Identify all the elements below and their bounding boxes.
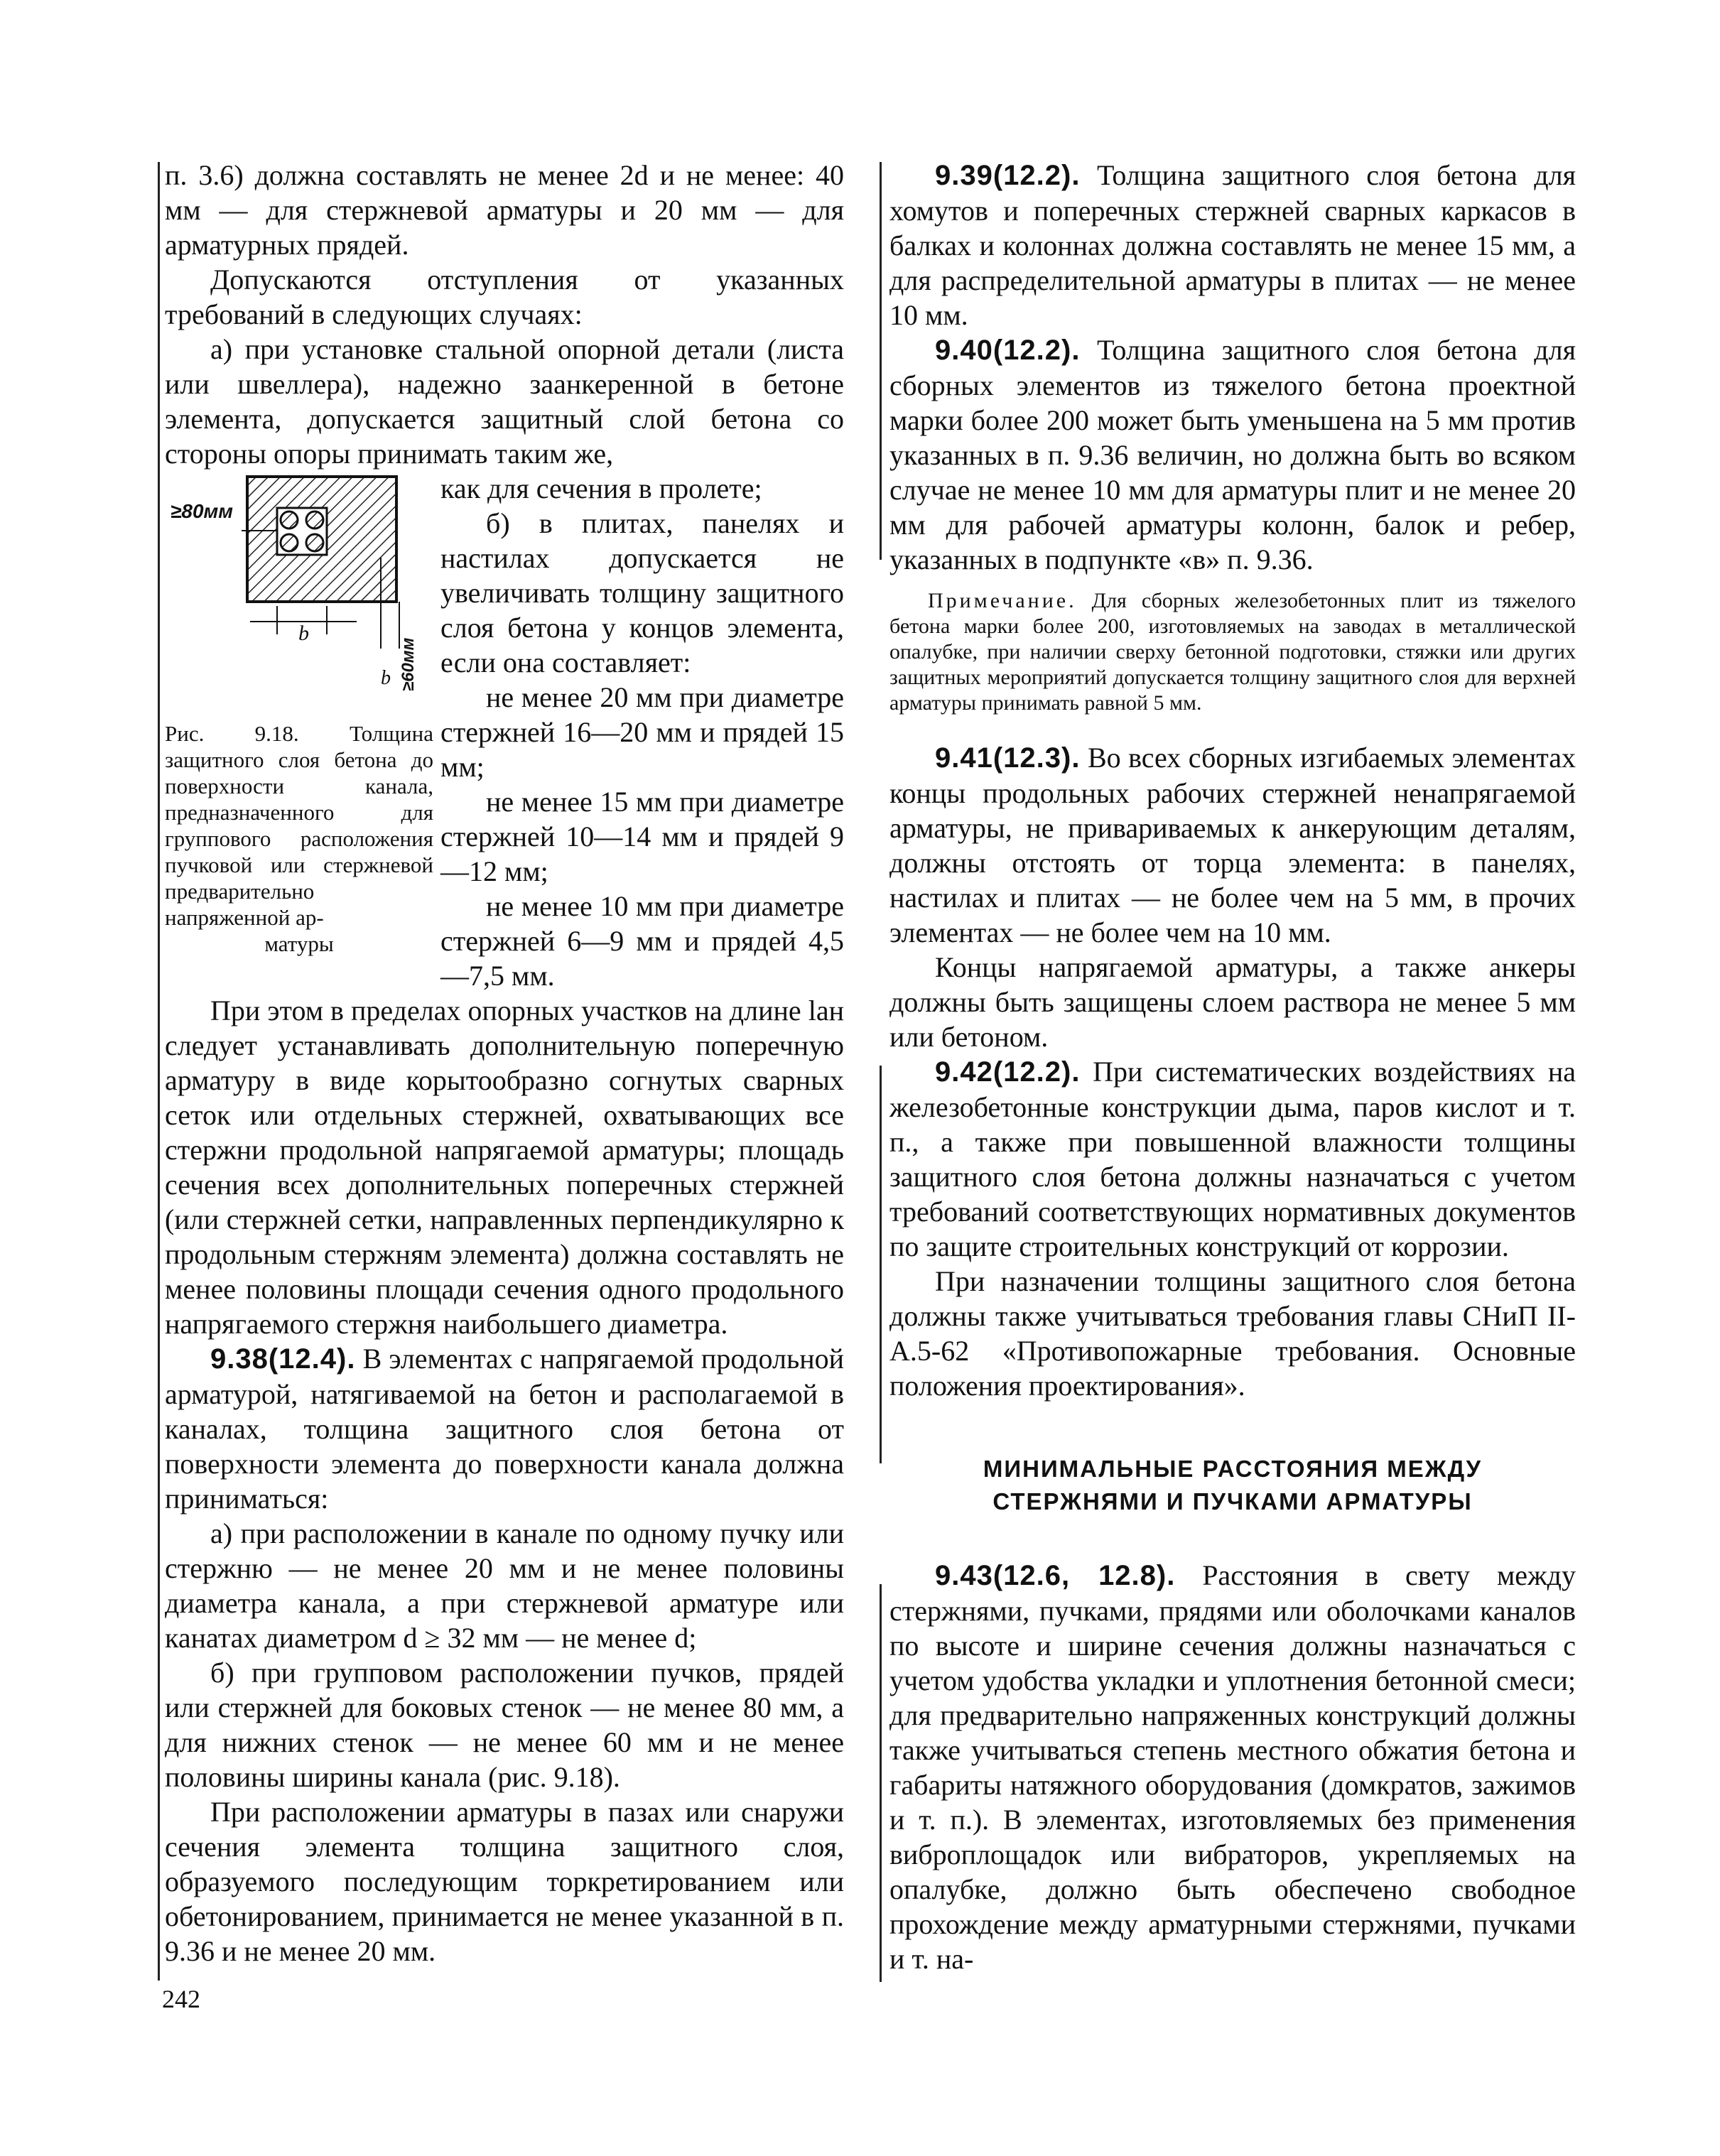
paragraph [889, 1558, 1576, 1976]
note-text: Для сборных железобетонных плит из тяжелого бетона марки более 200, изготовляемых на заводах в металлической опалубке, при наличии сверху бетонной подготовки, стяжки или других защитных мероприятий допускается толщину защитного слоя для верхней арматуры принимать равной 5 мм. [889, 589, 1576, 715]
clause-text: Толщина защитного слоя бетона для хомутов и поперечных стержней сварных каркасов в балках и колоннах должна составлять не менее 15 мм, а для распределительной арматуры в плитах — не менее 10 мм. [889, 159, 1576, 331]
strand [281, 534, 298, 551]
clause-text: Во всех сборных изгибаемых элементах концы продольных рабочих стержней ненапрягаемой арматуры, не привариваемых к анкерующим деталям, должны отстоять от торца элемента: в панелях, настилах и плитах — не более чем на 5 мм, в прочих элементах — не более чем на 10 мм. [889, 742, 1576, 948]
strand [306, 511, 323, 529]
figure-caption [165, 720, 440, 957]
paragraph: а) при установке стальной опорной детали (листа или швеллера), надежно заанкеренной в бетоне элемента, допускается защитный слой бетона со стороны опоры принимать таким же, [165, 333, 844, 470]
clause-number: 9.41(12.3). [935, 742, 1081, 774]
clause-text: При систематических воздействиях на железобетонные конструкции дыма, паров кислот и т. п., а также при повышенной влажности толщины защитного слоя бетона должны назначаться с учетом требований соответствующих нормативных документов по защите строительных конструкций от коррозии. [889, 1056, 1576, 1262]
clause-text: Расстояния в свету между стержнями, пучками, прядями или оболочками каналов по высоте и ширине сечения должны назначаться с учетом удобства укладки и уплотнения бетонной смеси; для предварительно напряженных конструкций должны также учитываться степень местного обжатия бетона и габариты натяжного оборудования (домкратов, зажимов и т. п.). В элементах, изготовляемых без применения виброплощадок или вибраторов, укрепляемых на опалубке, должно быть обеспечено свободное прохождение между арматурными стержнями, пучками и т. на- [889, 1559, 1576, 1975]
section-heading [889, 1453, 1576, 1518]
paragraph: не менее 10 мм при диаметре стержней 6—9 мм и прядей 4,5—7,5 мм. [440, 890, 844, 992]
paragraph [889, 332, 1576, 577]
note [889, 588, 1576, 716]
clause-text: В элементах с напрягаемой продольной арматурой, натягиваемой на бетон и располагаемой в каналах, толщина защитного слоя бетона от поверхности элемента до поверхности канала должна приниматься: [165, 1343, 845, 1515]
left-margin-rule [158, 162, 160, 1981]
clause-text: Толщина защитного слоя бетона для сборных элементов из тяжелого бетона проектной марки более 200 может быть уменьшена на 5 мм против указанных в п. 9.36 величин, но должна быть во всяком случае не менее 10 мм для арматуры плит и не менее 20 мм для рабочей арматуры колонн, балок и ребер, указанных в подпункте «в» п. 9.36. [889, 334, 1576, 575]
paragraph: б) при групповом расположении пучков, прядей или стержней для боковых стенок — не менее 80 мм, а для нижних стенок — не менее 60 мм и не менее половины ширины канала (рис. 9.18). [165, 1657, 844, 1793]
label-b: b [298, 622, 309, 645]
section-diagram [165, 471, 440, 705]
strand [281, 511, 298, 529]
label-80mm: ≥80мм [171, 500, 233, 522]
heading-line: СТЕРЖНЯМИ И ПУЧКАМИ АРМАТУРЫ [992, 1488, 1473, 1515]
paragraph: При этом в пределах опорных участков на длине lан следует устанавливать дополнительную поперечную арматуру в виде корытообразно согнутых сварных сеток или отдельных стержней, охватывающих все стержни продольной напрягаемой арматуры; площадь сечения всех дополнительных поперечных стержней (или стержней сетки, направленных перпендикулярно к продольным стержням элемента) должна составлять не менее половины площади сечения одного продольного напрягаемого стержня наибольшего диаметра. [165, 995, 844, 1340]
paragraph: При назначении толщины защитного слоя бетона должны также учитываться требования главы СНиП II-А.5-62 «Противопожарные требования. Основные положения проектирования». [889, 1265, 1576, 1402]
page-number: 242 [162, 1985, 200, 2013]
clause-number: 9.40(12.2). [935, 335, 1081, 366]
label-60mm: ≥60мм [399, 637, 418, 691]
center-rule-upper [880, 162, 882, 560]
figure-block [165, 471, 844, 993]
paragraph: При расположении арматуры в пазах или снаружи сечения элемента толщина защитного слоя, образуемого последующим торкретированием или обетонированием, принимается не менее указанной в п. 9.36 и не менее 20 мм. [165, 1796, 844, 1967]
paragraph [889, 158, 1576, 332]
clause-number: 9.38(12.4). [210, 1343, 356, 1375]
paragraph: Допускаются отступления от указанных требований в следующих случаях: [165, 264, 844, 330]
strand [306, 534, 323, 551]
paragraph: как для сечения в пролете; [440, 472, 762, 504]
center-rule-middle [880, 1066, 882, 1463]
paragraph [889, 740, 1576, 950]
left-column [165, 158, 844, 1968]
caption-last-line: матуры [264, 931, 334, 956]
note-label: Примечание. [928, 589, 1077, 612]
clause-number: 9.43(12.6, 12.8). [935, 1560, 1176, 1591]
center-rule-lower [880, 1584, 882, 1982]
caption-text: Рис. 9.18. Толщина защитного слоя бетона до поверхности канала, предназначенного для группового расположения пучковой или стержневой предварительно напряженной ар- [165, 721, 433, 930]
paragraph: а) при расположении в канале по одному пучку или стержню — не менее 20 мм и не менее половины диаметра канала, а при стержневой арматуре или канатах диаметром d ≥ 32 мм — не менее d; [165, 1517, 844, 1654]
text-beside-figure [440, 471, 844, 993]
clause-number: 9.42(12.2). [935, 1056, 1081, 1088]
paragraph: п. 3.6) должна составлять не менее 2d и не менее: 40 мм — для стержневой арматуры и 20 мм — для арматурных прядей. [165, 159, 844, 261]
paragraph [889, 1054, 1576, 1264]
right-column [889, 158, 1576, 1976]
paragraph: не менее 20 мм при диаметре стержней 16—20 мм и прядей 15 мм; [440, 681, 844, 783]
heading-line: МИНИМАЛЬНЫЕ РАССТОЯНИЯ МЕЖДУ [983, 1456, 1483, 1482]
figure-9-18 [165, 471, 440, 957]
label-bottom-b: b [381, 667, 391, 689]
paragraph [165, 1341, 844, 1516]
paragraph: б) в плитах, панелях и настилах допускается не увеличивать толщину защитного слоя бетона у концов элемента, если она составляет: [440, 507, 844, 678]
paragraph: не менее 15 мм при диаметре стержней 10—14 мм и прядей 9—12 мм; [440, 786, 844, 887]
paragraph: Концы напрягаемой арматуры, а также анкеры должны быть защищены слоем раствора не менее 5 мм или бетоном. [889, 951, 1576, 1053]
clause-number: 9.39(12.2). [935, 160, 1081, 191]
